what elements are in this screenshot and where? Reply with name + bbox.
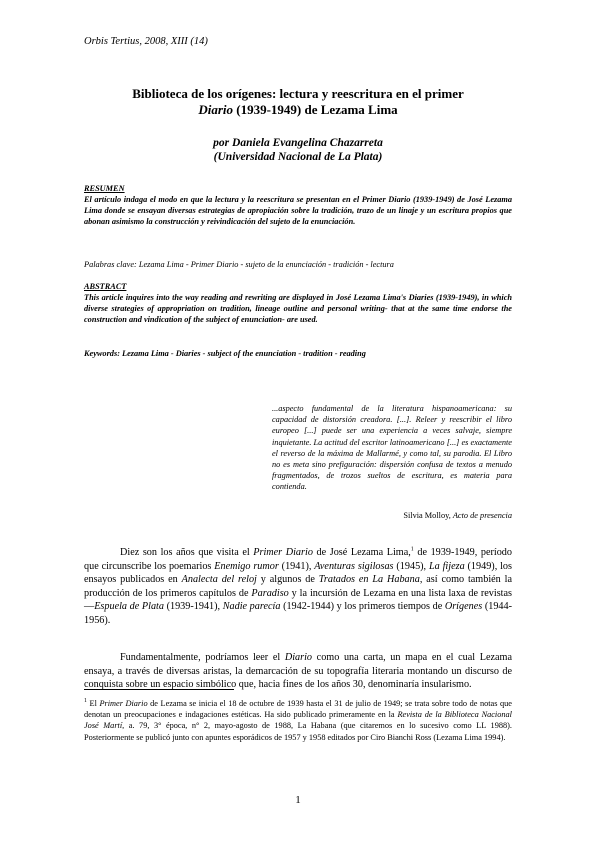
author-affiliation: (Universidad Nacional de La Plata) (213, 151, 383, 163)
epigraph-quote: ...aspecto fundamental de la literatura hispanoamericana: su capacidad de distorsión creadora. [...]. Releer y reescribir el libro europeo [...] puede ser una experiencia a veces salvaje, siempre inquietante. La actitud del escritor latinoamericano [...] es exactamente el reverso de la máxima de Mallarmé, y como tal, su parodia. El Libro no es meta sino prefiguración: dispersión confusa de textos a menudo fragmentados, de trozos sueltos de escritura, es materia para contienda. (272, 404, 512, 492)
resumen-heading: RESUMEN (84, 184, 125, 193)
byline (84, 136, 512, 164)
body-paragraph-2: Fundamentalmente, podríamos leer el Diario como una carta, un mapa en el cual Lezama ensaya, a través de diversas aristas, la demarcación de su topografía literaria montando un discurso de conquista sobre un espacio simbólico que, hacia fines de los años 30, denominaría insularismo. (84, 652, 512, 691)
keywords: Keywords: Lezama Lima - Diaries - subject of the enunciation - tradition - reading (84, 349, 366, 358)
article-title (84, 86, 512, 118)
abstract-heading: ABSTRACT (84, 282, 127, 291)
author-name: por Daniela Evangelina Chazarreta (213, 137, 383, 149)
epigraph-attribution: Silvia Molloy, Acto de presencia (403, 511, 512, 520)
body-paragraph-1: Diez son los años que visita el Primer Diario de José Lezama Lima,$^1$ de 1939-1949, período que circunscribe los poemarios Enemigo rumor (1941), Aventuras sigilosas (1945), La fijeza (1949), los ensayos publicados en Analecta del reloj y algunos de Tratados en La Habana, así como también la producción de los primeros capítulos de Paradiso y la incursión de Lezama en una lista laxa de revistas —Espuela de Plata (1939-1941), Nadie parecía (1942-1944) y los primeros tiempos de Orígenes (1944-1956). (84, 546, 513, 626)
title-line-1: Biblioteca de los orígenes: lectura y reescritura en el primer (132, 86, 464, 101)
title-line-2: Diario (1939-1949) de Lezama Lima (198, 102, 398, 117)
journal-header: Orbis Tertius, 2008, XIII (14) (84, 36, 208, 47)
resumen-text: El artículo indaga el modo en que la lectura y la reescritura se presentan en el Primer Diario (1939-1949) de José Lezama Lima donde se ensayan diversas estrategias de apropiación sobre la tradición, trazo de un linaje y un escritura propios que abonan asimismo la construcción y reivindicación del sujeto de la enunciación. (84, 195, 512, 227)
abstract-text: This article inquires into the way reading and rewriting are displayed in José Lezama Lima's Diaries (1939-1949), in which diverse strategies of appropriation on tradition, lineage outline and personal writing- that at the same time endorse the construction and vindication of the subject of enunciation- are used. (84, 293, 512, 325)
footnote-divider (84, 689, 234, 690)
footnote-ref[interactable]: 1 (410, 546, 414, 553)
palabras-clave: Palabras clave: Lezama Lima - Primer Diario - sujeto de la enunciación - tradición - lectura (84, 260, 394, 269)
footnote-1: $^1$ El Primer Diario de Lezama se inicia el 18 de octubre de 1939 hasta el 31 de julio de 1949; se trata sobre todo de notas que denotan un preocupaciones e indagaciones estéticas. Ha sido publicado primeramente en la Revista de la Biblioteca Nacional José Martí, a. 79, 3° época, n° 2, mayo-agosto de 1988, La Habana (que citaremos en lo sucesivo como LL 1988). Posteriormente se publicó junto con apuntes esporádicos de 1957 y 1958 editados por Ciro Bianchi Ross (Lezama Lima 1994). (84, 698, 512, 742)
page-number: 1 (295, 794, 301, 806)
